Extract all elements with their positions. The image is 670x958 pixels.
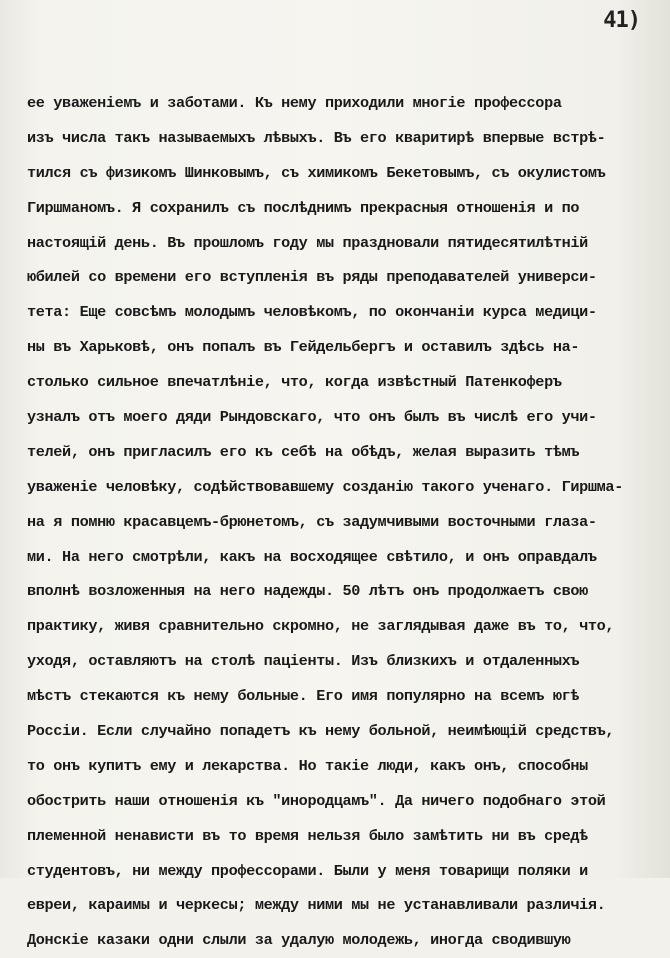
text-line: настоящій день. Въ прошломъ году мы праздновали пятидесятилѣтній [27, 233, 588, 252]
text-line: мѣстъ стекаются къ нему больные. Его имя популярно на всемъ югѣ [27, 687, 580, 706]
text-line: вполнѣ возложенныя на него надежды. 50 лѣтъ онъ продолжаетъ свою [27, 582, 588, 601]
text-line: Гиршманомъ. Я сохранилъ съ послѣднимъ прекрасныя отношенія и по [27, 198, 580, 217]
text-line: столько сильное впечатлѣніе, что, когда извѣстный Патенкоферъ [27, 373, 562, 392]
page-number: 41) [603, 8, 640, 33]
text-line: Донскіе казаки одни слыли за удалую молодежь, иногда сводившую [27, 931, 571, 950]
text-line: уходя, оставляютъ на столѣ паціенты. Изъ близкихъ и отдаленныхъ [27, 652, 580, 671]
text-line: студентовъ, ни между профессорами. Были у меня товарищи поляки и [27, 861, 588, 880]
text-line: евреи, караимы и черкесы; между ними мы не устанавливали различія. [27, 896, 606, 915]
body-text [27, 86, 663, 958]
text-line: практику, живя сравнительно скромно, не заглядывая даже въ то, что, [27, 617, 615, 636]
text-line: обострить наши отношенія къ "инородцамъ". Да ничего подобнаго этой [27, 791, 606, 810]
text-line: юбилей со времени его вступленія въ ряды преподавателей универси- [27, 268, 597, 287]
text-line: Россіи. Если случайно попадетъ къ нему больной, неимѣющій средствъ, [27, 722, 615, 741]
text-line: то онъ купитъ ему и лекарства. Но такіе люди, какъ онъ, способны [27, 756, 588, 775]
text-line: ми. На него смотрѣли, какъ на восходящее свѣтило, и онъ оправдалъ [27, 547, 597, 566]
text-line: изъ числа такъ называемыхъ лѣвыхъ. Въ его кваритирѣ впервые встрѣ- [27, 128, 606, 147]
text-line: телей, онъ пригласилъ его къ себѣ на обѣдъ, желая выразить тѣмъ [27, 442, 580, 461]
text-line: узналъ отъ моего дяди Рындовскаго, что онъ былъ въ числѣ его учи- [27, 408, 597, 427]
text-line: тета: Еще совсѣмъ молодымъ человѣкомъ, по окончаніи курса медици- [27, 303, 597, 322]
text-line: ны въ Харьковѣ, онъ попалъ въ Гейдельбергъ и оставилъ здѣсь на- [27, 338, 580, 357]
text-line: тился съ физикомъ Шинковымъ, съ химикомъ Бекетовымъ, съ окулистомъ [27, 163, 606, 182]
text-line: на я помню красавцемъ-брюнетомъ, съ задумчивыми восточными глаза- [27, 512, 597, 531]
text-line: племенной ненависти въ то время нельзя было замѣтить ни въ средѣ [27, 826, 588, 845]
text-line: уваженіе человѣку, содѣйствовавшему созданію такого ученаго. Гиршма- [27, 477, 623, 496]
text-line: ее уваженіемъ и заботами. Къ нему приходили многіе профессора [27, 94, 562, 112]
